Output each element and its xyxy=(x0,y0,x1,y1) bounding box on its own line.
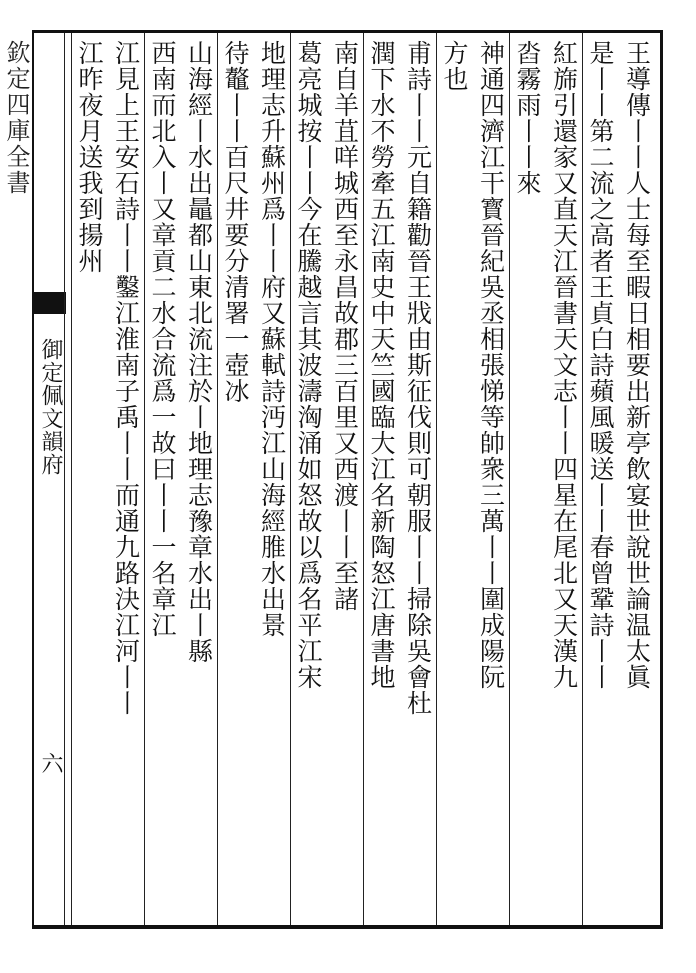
column-rule xyxy=(363,33,364,925)
column-rule xyxy=(71,33,72,925)
column-rule xyxy=(144,33,145,925)
column-rule xyxy=(290,33,291,925)
text-column: 山海經丨水出鼂都山東北流注於丨地理志豫章水出丨縣 xyxy=(184,40,214,664)
text-column: 㳫霧雨丨丨來 xyxy=(513,40,542,196)
text-column: 潤下水不勞牽五江南史中天竺國臨大江名新陶怒江唐書地 xyxy=(367,40,396,690)
text-column: 西南而北入丨又章貢二水合流爲一故曰丨丨一名章江 xyxy=(148,40,177,638)
column-rule xyxy=(582,33,583,925)
frame-bottom-rule xyxy=(32,925,662,929)
fishtail-mark xyxy=(34,292,66,314)
margin-divider xyxy=(64,33,65,925)
column-rule xyxy=(509,33,510,925)
text-column: 南自羊苴咩城西至永昌故郡三百里又西渡丨丨至諸 xyxy=(330,40,360,612)
text-column: 甫詩丨丨元自籍勸晉王戕由斯征伐則可朝服丨丨掃除吳會杜 xyxy=(403,40,433,716)
text-column: 方也 xyxy=(440,40,469,92)
text-column: 江見上王安石詩丨丨鑿江淮南子禹丨丨而通九路決江河丨丨 xyxy=(111,40,141,716)
text-column: 是丨丨第二流之高者王貞白詩蘋風暖送丨丨春曾鞏詩丨丨 xyxy=(586,40,615,690)
text-column: 待鼇丨丨百尺井要分清署一壺冰 xyxy=(221,40,250,404)
page-number: 六 xyxy=(38,752,63,774)
text-column: 紅旆引還家又直天江晉書天文志丨丨四星在尾北又天漢九 xyxy=(549,40,579,690)
frame-right-rule xyxy=(660,30,663,929)
column-rule xyxy=(217,33,218,925)
text-column: 王導傳丨丨人士每至暇日相要出新亭飲宴世說世論温太眞 xyxy=(622,40,652,690)
margin-book-title: 御定佩文韻府 xyxy=(38,338,63,476)
margin-collection-title: 欽定四庫全書 xyxy=(2,40,30,196)
frame-top-rule xyxy=(32,30,662,33)
text-column: 葛亮城按丨丨今在騰越言其波濤洶涌如怒故以爲名平江宋 xyxy=(294,40,323,690)
text-column: 地理志升蘇州爲丨丨府又蘇軾詩沔江山海經脽水出景 xyxy=(257,40,287,638)
text-column: 江昨夜月送我到揚州 xyxy=(75,40,104,274)
column-rule xyxy=(436,33,437,925)
text-column: 神通四濟江干寳晉紀吳丞相張悌等帥衆三萬丨丨圍成陽阮 xyxy=(476,40,506,690)
